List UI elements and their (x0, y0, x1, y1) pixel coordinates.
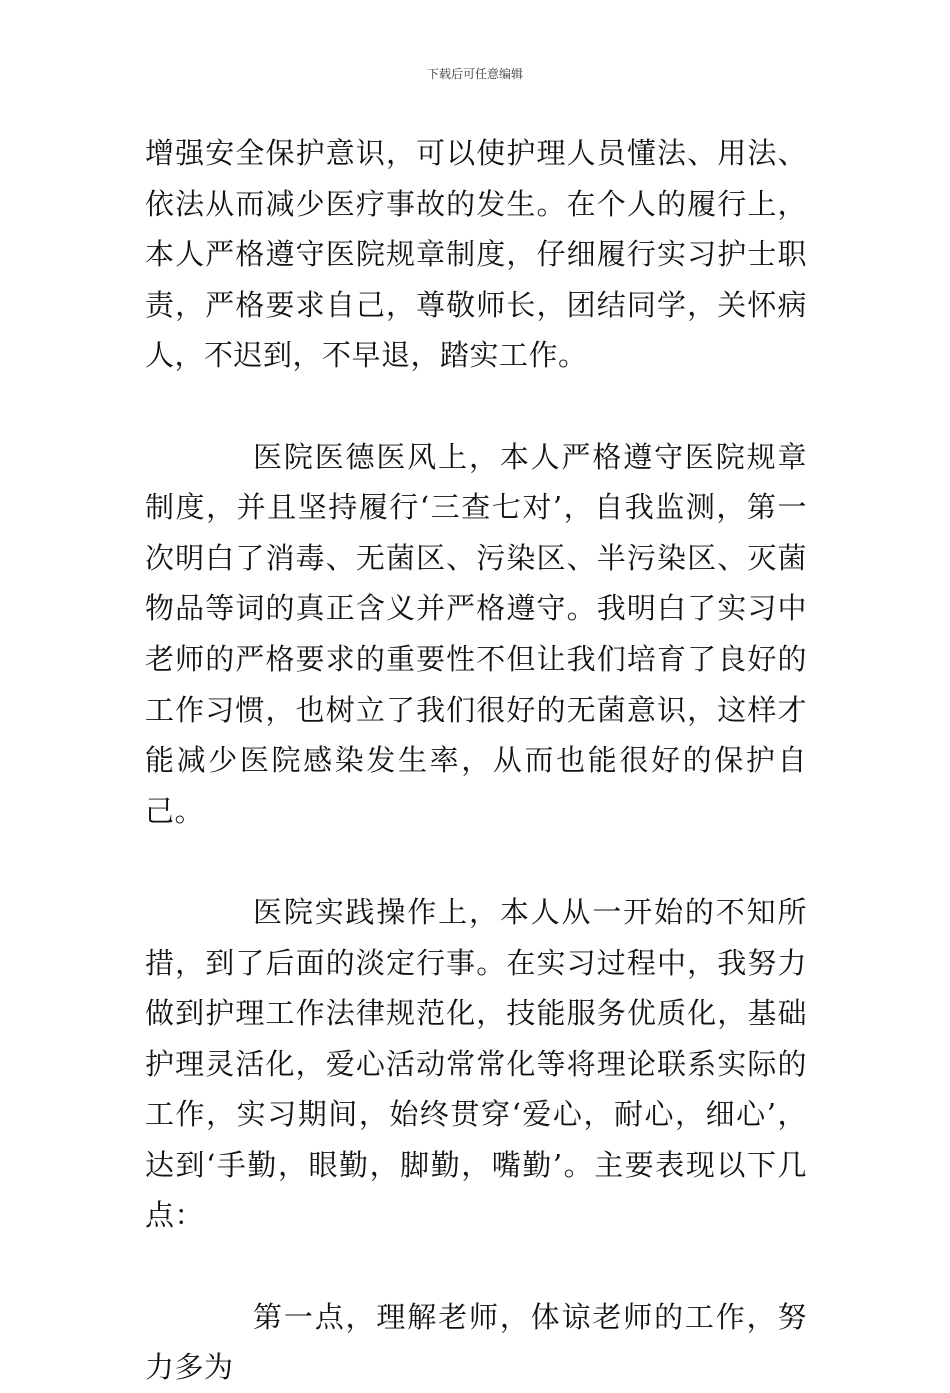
paragraph-2: 医院医德医风上，本人严格遵守医院规章制度，并且坚持履行‘三查七对’，自我监测，第一次明白了消毒、无菌区、污染区、半污染区、灭菌物品等词的真正含义并严格遵守。我明白了实习中老师的严格要求的重要性不但让我们培育了良好的工作习惯，也树立了我们很好的无菌意识，这样才能减少医院感染发生率，从而也能很好的保护自己。 (145, 439, 807, 828)
document-body (145, 128, 807, 1393)
paragraph-gap (145, 1241, 807, 1292)
paragraph-3: 医院实践操作上，本人从一开始的不知所措，到了后面的淡定行事。在实习过程中，我努力做到护理工作法律规范化，技能服务优质化，基础护理灵活化，爱心活动常常化等将理论联系实际的工作，实习期间，始终贯穿‘爱心，耐心，细心’，达到‘手勤，眼勤，脚勤，嘴勤’。主要表现以下几点： (145, 894, 807, 1233)
paragraph-4: 第一点，理解老师，体谅老师的工作，努力多为 (145, 1299, 807, 1385)
paragraph-1: 增强安全保护意识，可以使护理人员懂法、用法、依法从而减少医疗事故的发生。在个人的履行上，本人严格遵守医院规章制度，仔细履行实习护士职责，严格要求自己，尊敬师长，团结同学，关怀病人，不迟到，不早退，踏实工作。 (145, 136, 807, 373)
paragraph-gap (145, 381, 807, 432)
page-header: 下载后可任意编辑 (426, 67, 523, 81)
paragraph-gap (145, 836, 807, 887)
